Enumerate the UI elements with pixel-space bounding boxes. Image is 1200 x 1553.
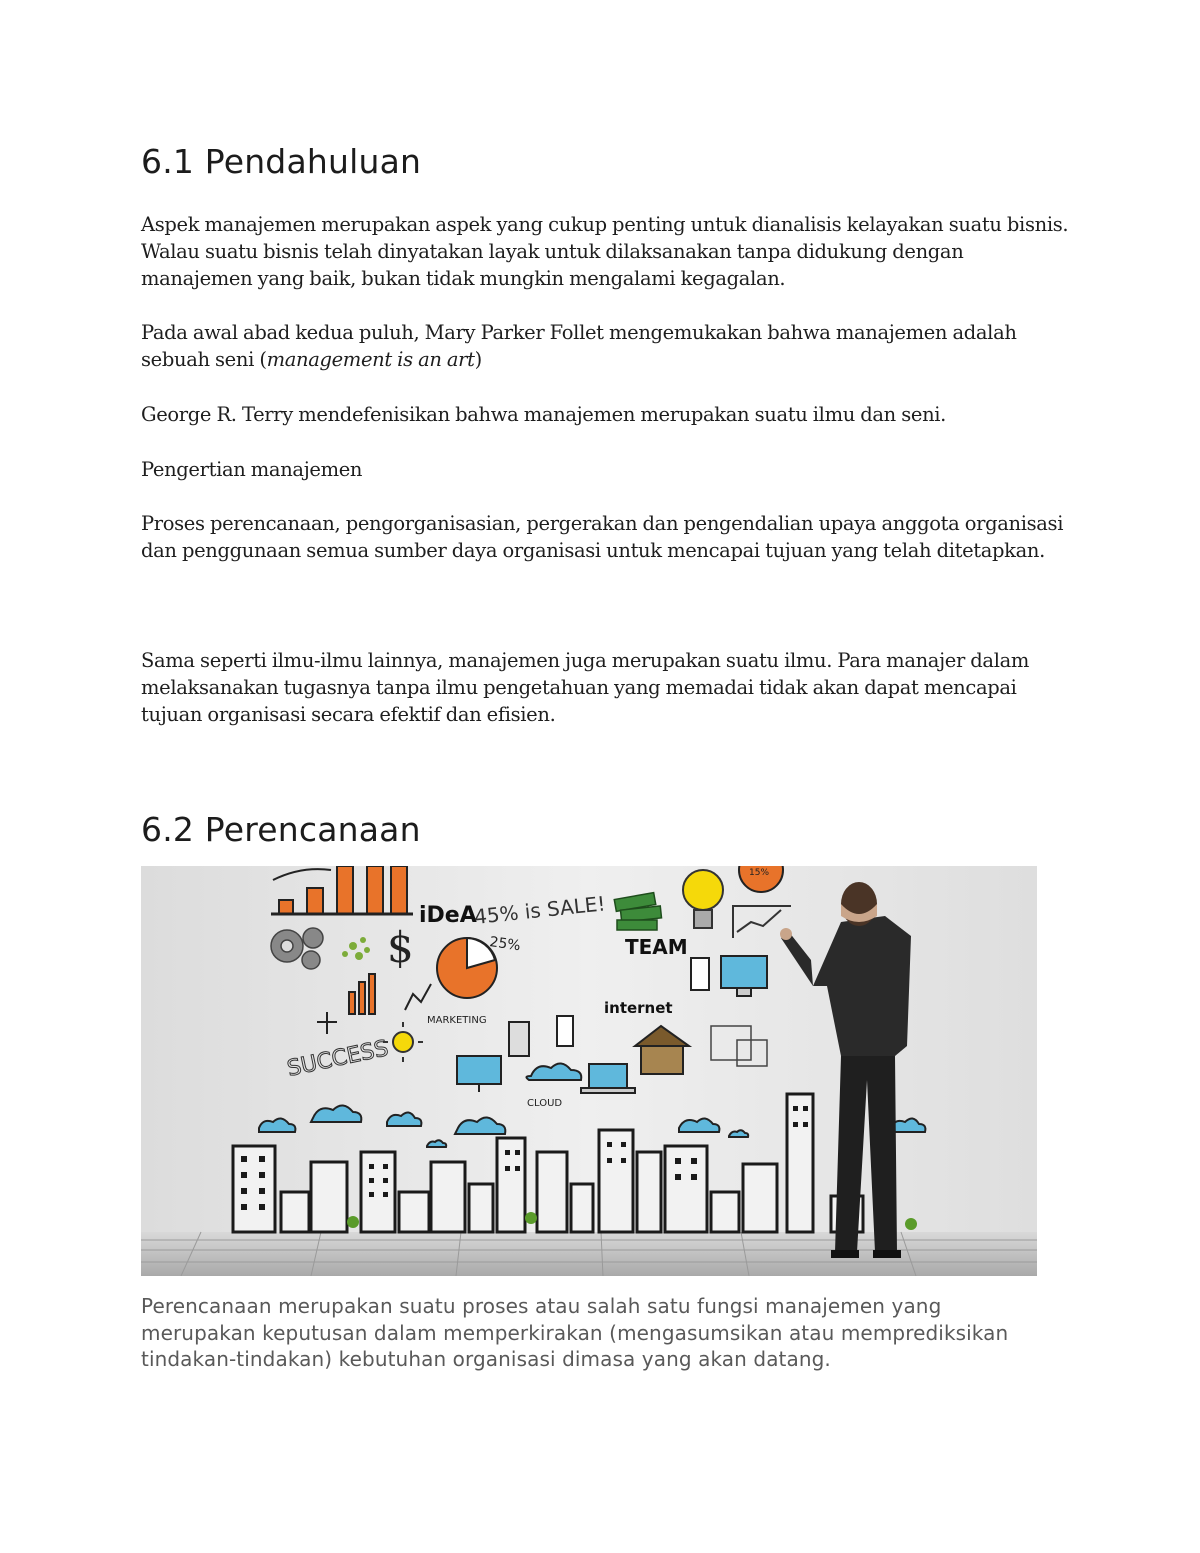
paragraph-george-terry: George R. Terry mendefenisikan bahwa manajemen merupakan suatu ilmu dan seni.: [141, 403, 947, 426]
section-heading-pendahuluan: 6.1 Pendahuluan: [141, 142, 422, 181]
server-icon: [509, 1022, 529, 1056]
team-doodle-text: TEAM: [625, 935, 688, 959]
wooden-floor: [141, 1232, 1037, 1276]
svg-text:25%: 25%: [488, 934, 522, 955]
businessman-drawing-illustration: [141, 866, 1037, 1276]
paragraph-follet-italic: management is an art: [266, 348, 475, 371]
svg-text:MARKETING: MARKETING: [427, 1015, 487, 1026]
paragraph-mary-parker-follet: [141, 319, 1071, 373]
paragraph-definisi-proses: Proses perencanaan, pengorganisasian, pergerakan dan pengendalian upaya anggota organisasi dan penggunaan semua sumber daya organisasi untuk mencapai tujuan yang telah ditetapkan.: [141, 512, 1064, 562]
paragraph-pengertian-label: Pengertian manajemen: [141, 458, 363, 481]
phone-icon: [557, 1016, 573, 1046]
paragraph-aspek-manajemen: Aspek manajemen merupakan aspek yang cukup penting untuk dianalisis kelayakan suatu bisnis. Walau suatu bisnis telah dinyatakan layak untuk dilaksanakan tanpa didukung dengan manajemen yang baik, bukan tidak mungkin mengalami kegagalan.: [141, 213, 1069, 290]
paragraph-follet-text: Pada awal abad kedua puluh, Mary Parker Follet mengemukakan bahwa manajemen adalah sebuah seni (: [141, 321, 1017, 371]
sale-doodle-text: 45% is SALE!: [473, 891, 607, 929]
paragraph-ilmu-manajemen: Sama seperti ilmu-ilmu lainnya, manajemen juga merupakan suatu ilmu. Para manajer dalam melaksanakan tugasnya tanpa ilmu pengetahuan yang memadai tidak akan dapat mencapai tujuan organisasi secara efektif dan efisien.: [141, 649, 1029, 726]
internet-doodle-text: internet: [604, 999, 673, 1017]
figure-caption-perencanaan: Perencanaan merupakan suatu proses atau salah satu fungsi manajemen yang merupakan keputusan dalam memperkirakan (mengasumsikan atau memprediksikan tindakan-tindakan) kebutuhan organisasi dimasa yang akan datang.: [141, 1294, 1009, 1371]
svg-text:CLOUD: CLOUD: [527, 1098, 563, 1109]
paragraph-follet-close: ): [474, 348, 482, 371]
laptop-icon: [581, 1064, 635, 1093]
section-heading-perencanaan: 6.2 Perencanaan: [141, 810, 421, 849]
idea-doodle-text: iDeA: [419, 903, 477, 928]
money-stack-icon: [614, 893, 661, 930]
pie-chart-doodle: [437, 938, 497, 998]
success-doodle-text: SUCCESS: [285, 1036, 391, 1082]
dollar-sign-icon: $: [387, 923, 414, 972]
svg-text:15%: 15%: [749, 868, 770, 878]
